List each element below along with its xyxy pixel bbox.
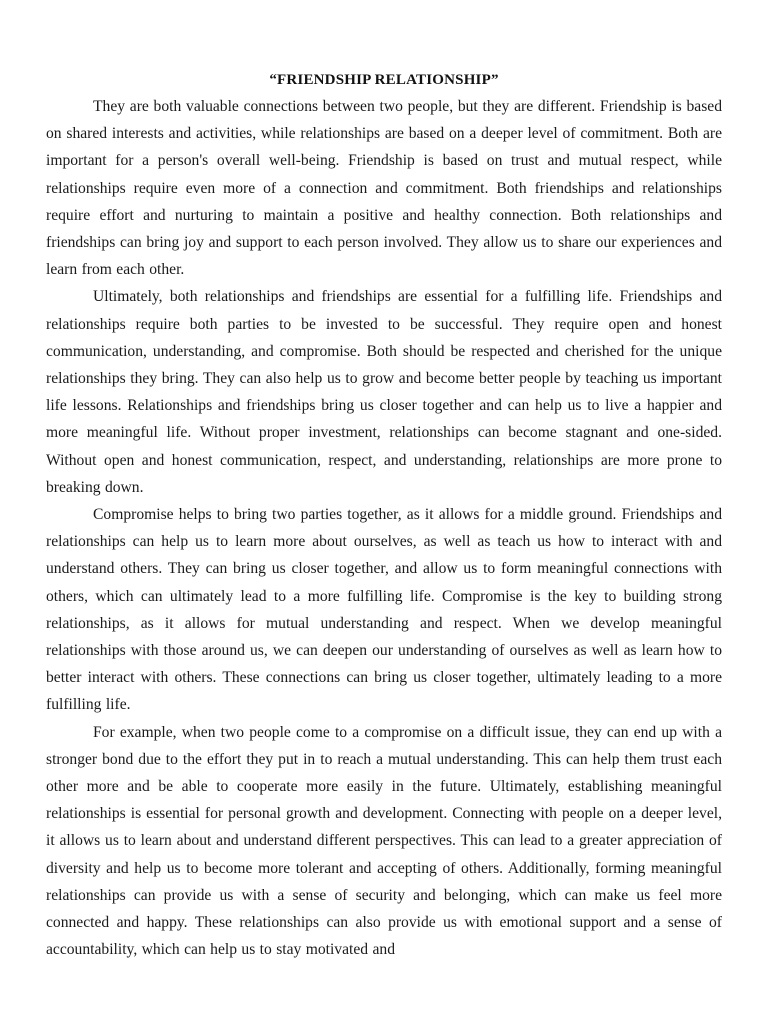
paragraph-3: Compromise helps to bring two parties together, as it allows for a middle ground. Friendships and relationships can help us to learn more about ourselves, as well as teach us how to interact with and understand others. They can bring us closer together, and allow us to form meaningful connections with others, which can ultimately lead to a more fulfilling life. Compromise is the key to building strong relationships, as it allows for mutual understanding and respect. When we develop meaningful relationships with those around us, we can deepen our understanding of ourselves as well as learn how to better interact with others. These connections can bring us closer together, ultimately leading to a more fulfilling life. [46, 506, 722, 714]
paragraph-1: They are both valuable connections between two people, but they are different. Friendship is based on shared interests and activities, while relationships are based on a deeper level of commitment. Both are important for a person's overall well-being. Friendship is based on trust and mutual respect, while relationships require even more of a connection and commitment. Both friendships and relationships require effort and nurturing to maintain a positive and healthy connection. Both relationships and friendships can bring joy and support to each person involved. They allow us to share our experiences and learn from each other. [46, 98, 722, 279]
document-title: “FRIENDSHIP RELATIONSHIP” [269, 72, 499, 88]
paragraph-4: For example, when two people come to a compromise on a difficult issue, they can end up with a stronger bond due to the effort they put in to reach a mutual understanding. This can help them trust each other more and be able to cooperate more easily in the future. Ultimately, establishing meaningful relationships is essential for personal growth and development. Connecting with people on a deeper level, it allows us to learn about and understand different perspectives. This can lead to a greater appreciation of diversity and help us to become more tolerant and accepting of others. Additionally, forming meaningful relationships can provide us with a sense of security and belonging, which can make us feel more connected and happy. These relationships can also provide us with emotional support and a sense of accountability, which can help us to stay motivated and [46, 723, 722, 959]
paragraph-2: Ultimately, both relationships and friendships are essential for a fulfilling life. Friendships and relationships require both parties to be invested to be successful. They require open and honest communication, understanding, and compromise. Both should be respected and cherished for the unique relationships they bring. They can also help us to grow and become better people by teaching us important life lessons. Relationships and friendships bring us closer together and can help us to live a happier and more meaningful life. Without proper investment, relationships can become stagnant and one-sided. Without open and honest communication, respect, and understanding, relationships are more prone to breaking down. [46, 288, 722, 496]
document-body [46, 93, 722, 964]
